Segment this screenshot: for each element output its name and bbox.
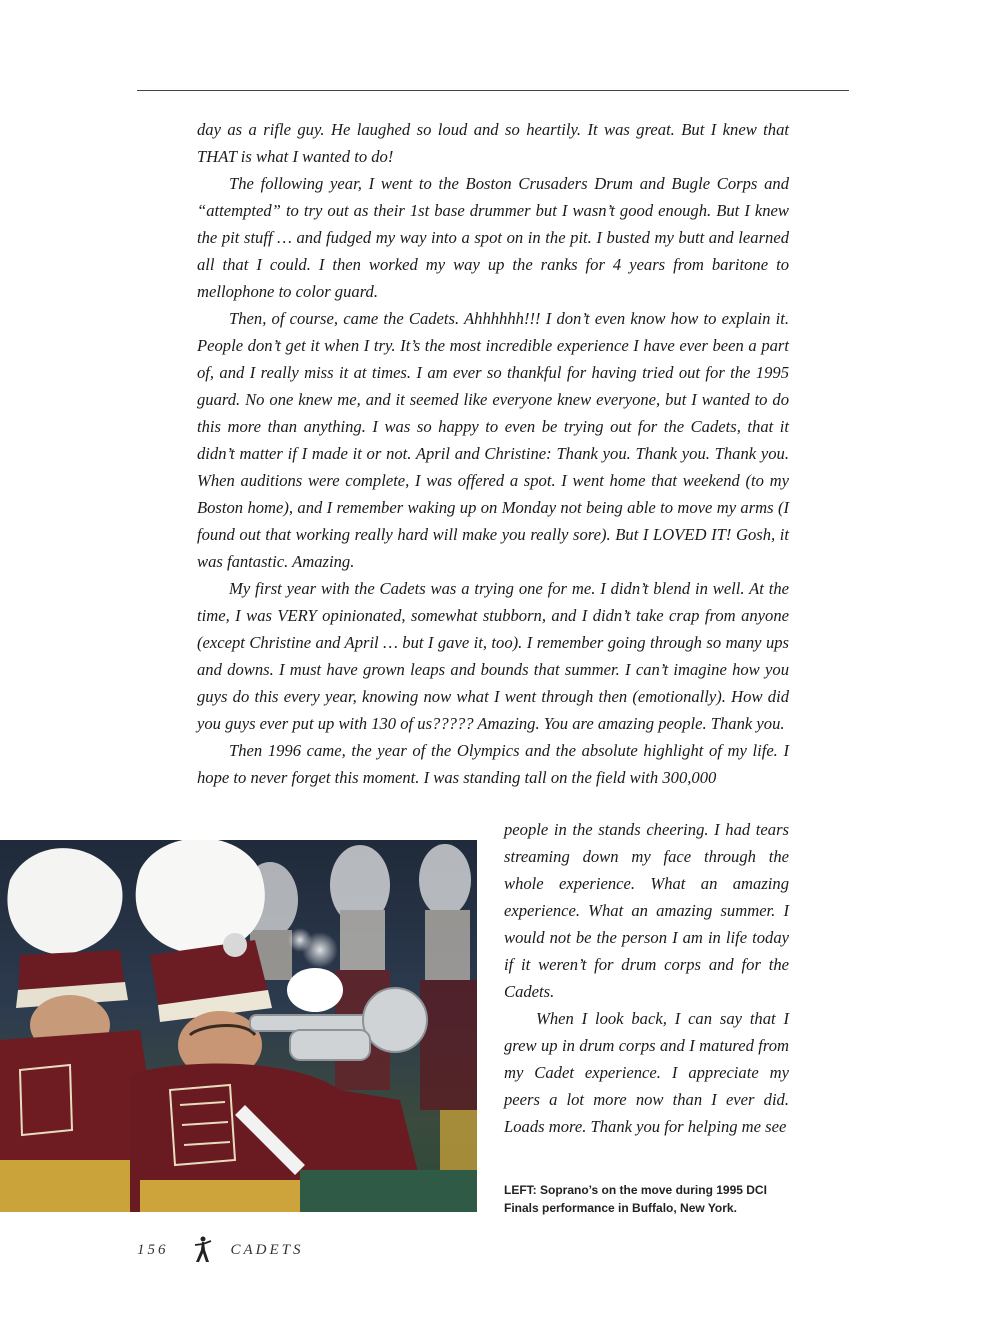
paragraph-1996: Then 1996 came, the year of the Olympics and the absolute highlight of my life. I hope to never forget this moment. I was standing tall on the field with 300,000 <box>197 741 789 787</box>
cadets-logo-icon <box>191 1236 213 1264</box>
header-rule <box>137 90 849 91</box>
paragraph-look-back: When I look back, I can say that I grew up in drum corps and I matured from my Cadet experience. I appreciate my peers a lot more now than I ever did. Loads more. Thank you for helping me see <box>504 1009 789 1136</box>
book-title: CADETS <box>230 1241 304 1258</box>
page-number: 156 <box>137 1241 169 1258</box>
paragraph-boston-crusaders: The following year, I went to the Boston Crusaders Drum and Bugle Corps and “attempted” to try out as their 1st base drummer but I wasn’t good enough. But I knew the pit stuff … and fudged my way into a spot on in the pit. I busted my butt and learned all that I could. I then worked my way up the ranks for 4 years from baritone to mellophone to color guard. <box>197 174 789 301</box>
page-footer <box>137 1236 304 1264</box>
paragraph-first-year: My first year with the Cadets was a trying one for me. I didn’t blend in well. At the time, I was VERY opinionated, somewhat stubborn, and I didn’t take crap from anyone (except Christine and April … but I gave it, too). I remember going through so many ups and downs. I must have grown leaps and bounds that summer. I can’t imagine how you guys do this every year, knowing now what I went through then (emotionally). How did you guys ever put up with 130 of us????? Amazing. You are amazing people. Thank you. <box>197 579 789 733</box>
marching-band-photo <box>0 840 477 1212</box>
photo-caption: LEFT: Soprano’s on the move during 1995 DCI Finals performance in Buffalo, New York. <box>504 1183 767 1215</box>
paragraph-continued: day as a rifle guy. He laughed so loud and so heartily. It was great. But I knew that THAT is what I wanted to do! <box>197 120 789 166</box>
wrapped-text <box>504 816 789 1140</box>
paragraph-cadets-audition: Then, of course, came the Cadets. Ahhhhhh!!! I don’t even know how to explain it. People don’t get it when I try. It’s the most incredible experience I have ever been a part of, and I really miss it at times. I am ever so thankful for having tried out for the 1995 guard. No one knew me, and it seemed like everyone knew everyone, but I wanted to do this more than anything. I was so happy to even be trying out for the Cadets, that it didn’t matter if I made it or not. April and Christine: Thank you. Thank you. Thank you. When auditions were complete, I was offered a spot. I went home that weekend (to my Boston home), and I remember waking up on Monday not being able to move my arms (I found out that working really hard will make you really sore). But I LOVED IT! Gosh, it was fantastic. Amazing. <box>197 309 789 571</box>
body-text <box>197 116 789 791</box>
paragraph-1996-continued: people in the stands cheering. I had tears streaming down my face through the whole experience. What an amazing experience. What an amazing summer. I would not be the person I am in life today if it weren’t for drum corps and for the Cadets. <box>504 820 789 1001</box>
